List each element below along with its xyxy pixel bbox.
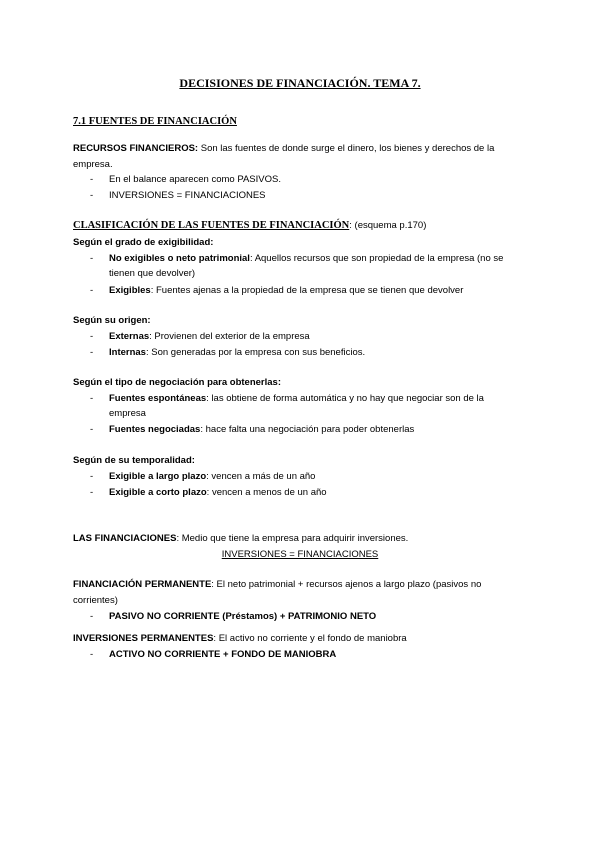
definition-text: : El neto patrimonial + recursos ajenos a largo plazo (pasivos no [211, 579, 482, 590]
list-item-term: Exigible a corto plazo [109, 487, 207, 498]
list-item-text: : vencen a más de un año [206, 471, 316, 482]
term-financiaciones: LAS FINANCIACIONES [73, 533, 177, 544]
list-item-term: Externas [109, 331, 150, 342]
section-heading-fuentes: 7.1 FUENTES DE FINANCIACIÓN [73, 116, 237, 127]
paragraph-inversiones-permanentes [73, 632, 407, 645]
bullet-dash: - [90, 347, 94, 358]
paragraph-continuation: empresa. [73, 159, 113, 170]
paragraph-recursos-financieros [73, 142, 494, 155]
term-recursos-financieros: RECURSOS FINANCIEROS: [73, 143, 199, 154]
definition-text: Son las fuentes de donde surge el dinero, los bienes y derechos de la [198, 143, 495, 154]
bullet-dash: - [90, 174, 94, 185]
section-heading-clasificacion: CLASIFICACIÓN DE LAS FUENTES DE FINANCIACIÓN [73, 220, 350, 231]
list-item-term: Exigible a largo plazo [109, 471, 207, 482]
list-item-continuation: tienen que devolver) [109, 268, 196, 279]
document-title: DECISIONES DE FINANCIACIÓN. TEMA 7. [179, 76, 421, 90]
bullet-dash: - [90, 285, 94, 296]
list-item-text: : Son generadas por la empresa con sus beneficios. [145, 347, 366, 358]
list-item-text: : las obtiene de forma automática y no hay que negociar son de la [206, 393, 484, 404]
list-item: En el balance aparecen como PASIVOS. [109, 174, 281, 185]
definition-text: : El activo no corriente y el fondo de maniobra [213, 633, 407, 644]
paragraph-financiacion-permanente [73, 578, 481, 591]
list-item [109, 423, 414, 436]
list-item-term: Fuentes espontáneas [109, 393, 207, 404]
subheading-exigibilidad: Según el grado de exigibilidad: [73, 237, 214, 248]
bullet-dash: - [90, 649, 94, 660]
bullet-dash: - [90, 253, 94, 264]
list-item [109, 252, 503, 265]
list-item-term: Fuentes negociadas [109, 424, 201, 435]
list-item [109, 346, 365, 359]
list-item-text: : hace falta una negociación para poder obtenerlas [200, 424, 415, 435]
list-item-term: No exigibles o neto patrimonial [109, 253, 250, 264]
list-item-text: : Aquellos recursos que son propiedad de la empresa (no se [249, 253, 504, 264]
list-item [109, 470, 315, 483]
bullet-dash: - [90, 471, 94, 482]
list-item-text: : vencen a menos de un año [206, 487, 327, 498]
list-item [109, 330, 310, 343]
list-item: INVERSIONES = FINANCIACIONES [109, 190, 266, 201]
bullet-dash: - [90, 487, 94, 498]
bullet-dash: - [90, 393, 94, 404]
paragraph-continuation: corrientes) [73, 595, 118, 606]
definition-text: : Medio que tiene la empresa para adquirir inversiones. [176, 533, 409, 544]
list-item-term: Exigibles [109, 285, 151, 296]
list-item: PASIVO NO CORRIENTE (Préstamos) + PATRIMONIO NETO [109, 611, 377, 622]
equation-inversiones-financiaciones: INVERSIONES = FINANCIACIONES [221, 549, 379, 560]
list-item [109, 392, 484, 405]
bullet-dash: - [90, 424, 94, 435]
list-item-term: Internas [109, 347, 146, 358]
subheading-temporalidad: Según de su temporalidad: [73, 455, 195, 466]
bullet-dash: - [90, 331, 94, 342]
subheading-origen: Según su origen: [73, 315, 151, 326]
bullet-dash: - [90, 190, 94, 201]
bullet-dash: - [90, 611, 94, 622]
term-financiacion-permanente: FINANCIACIÓN PERMANENTE [73, 579, 212, 590]
paragraph-financiaciones [73, 532, 408, 545]
list-item-text: : Provienen del exterior de la empresa [149, 331, 310, 342]
clasificacion-heading-line [73, 219, 426, 232]
list-item-continuation: empresa [109, 408, 146, 419]
list-item: ACTIVO NO CORRIENTE + FONDO DE MANIOBRA [109, 649, 337, 660]
list-item-text: : Fuentes ajenas a la propiedad de la empresa que se tienen que devolver [150, 285, 464, 296]
subheading-negociacion: Según el tipo de negociación para obtenerlas: [73, 377, 281, 388]
term-inversiones-permanentes: INVERSIONES PERMANENTES [73, 633, 214, 644]
esquema-reference: : (esquema p.170) [349, 220, 427, 231]
list-item [109, 284, 463, 297]
list-item [109, 486, 327, 499]
